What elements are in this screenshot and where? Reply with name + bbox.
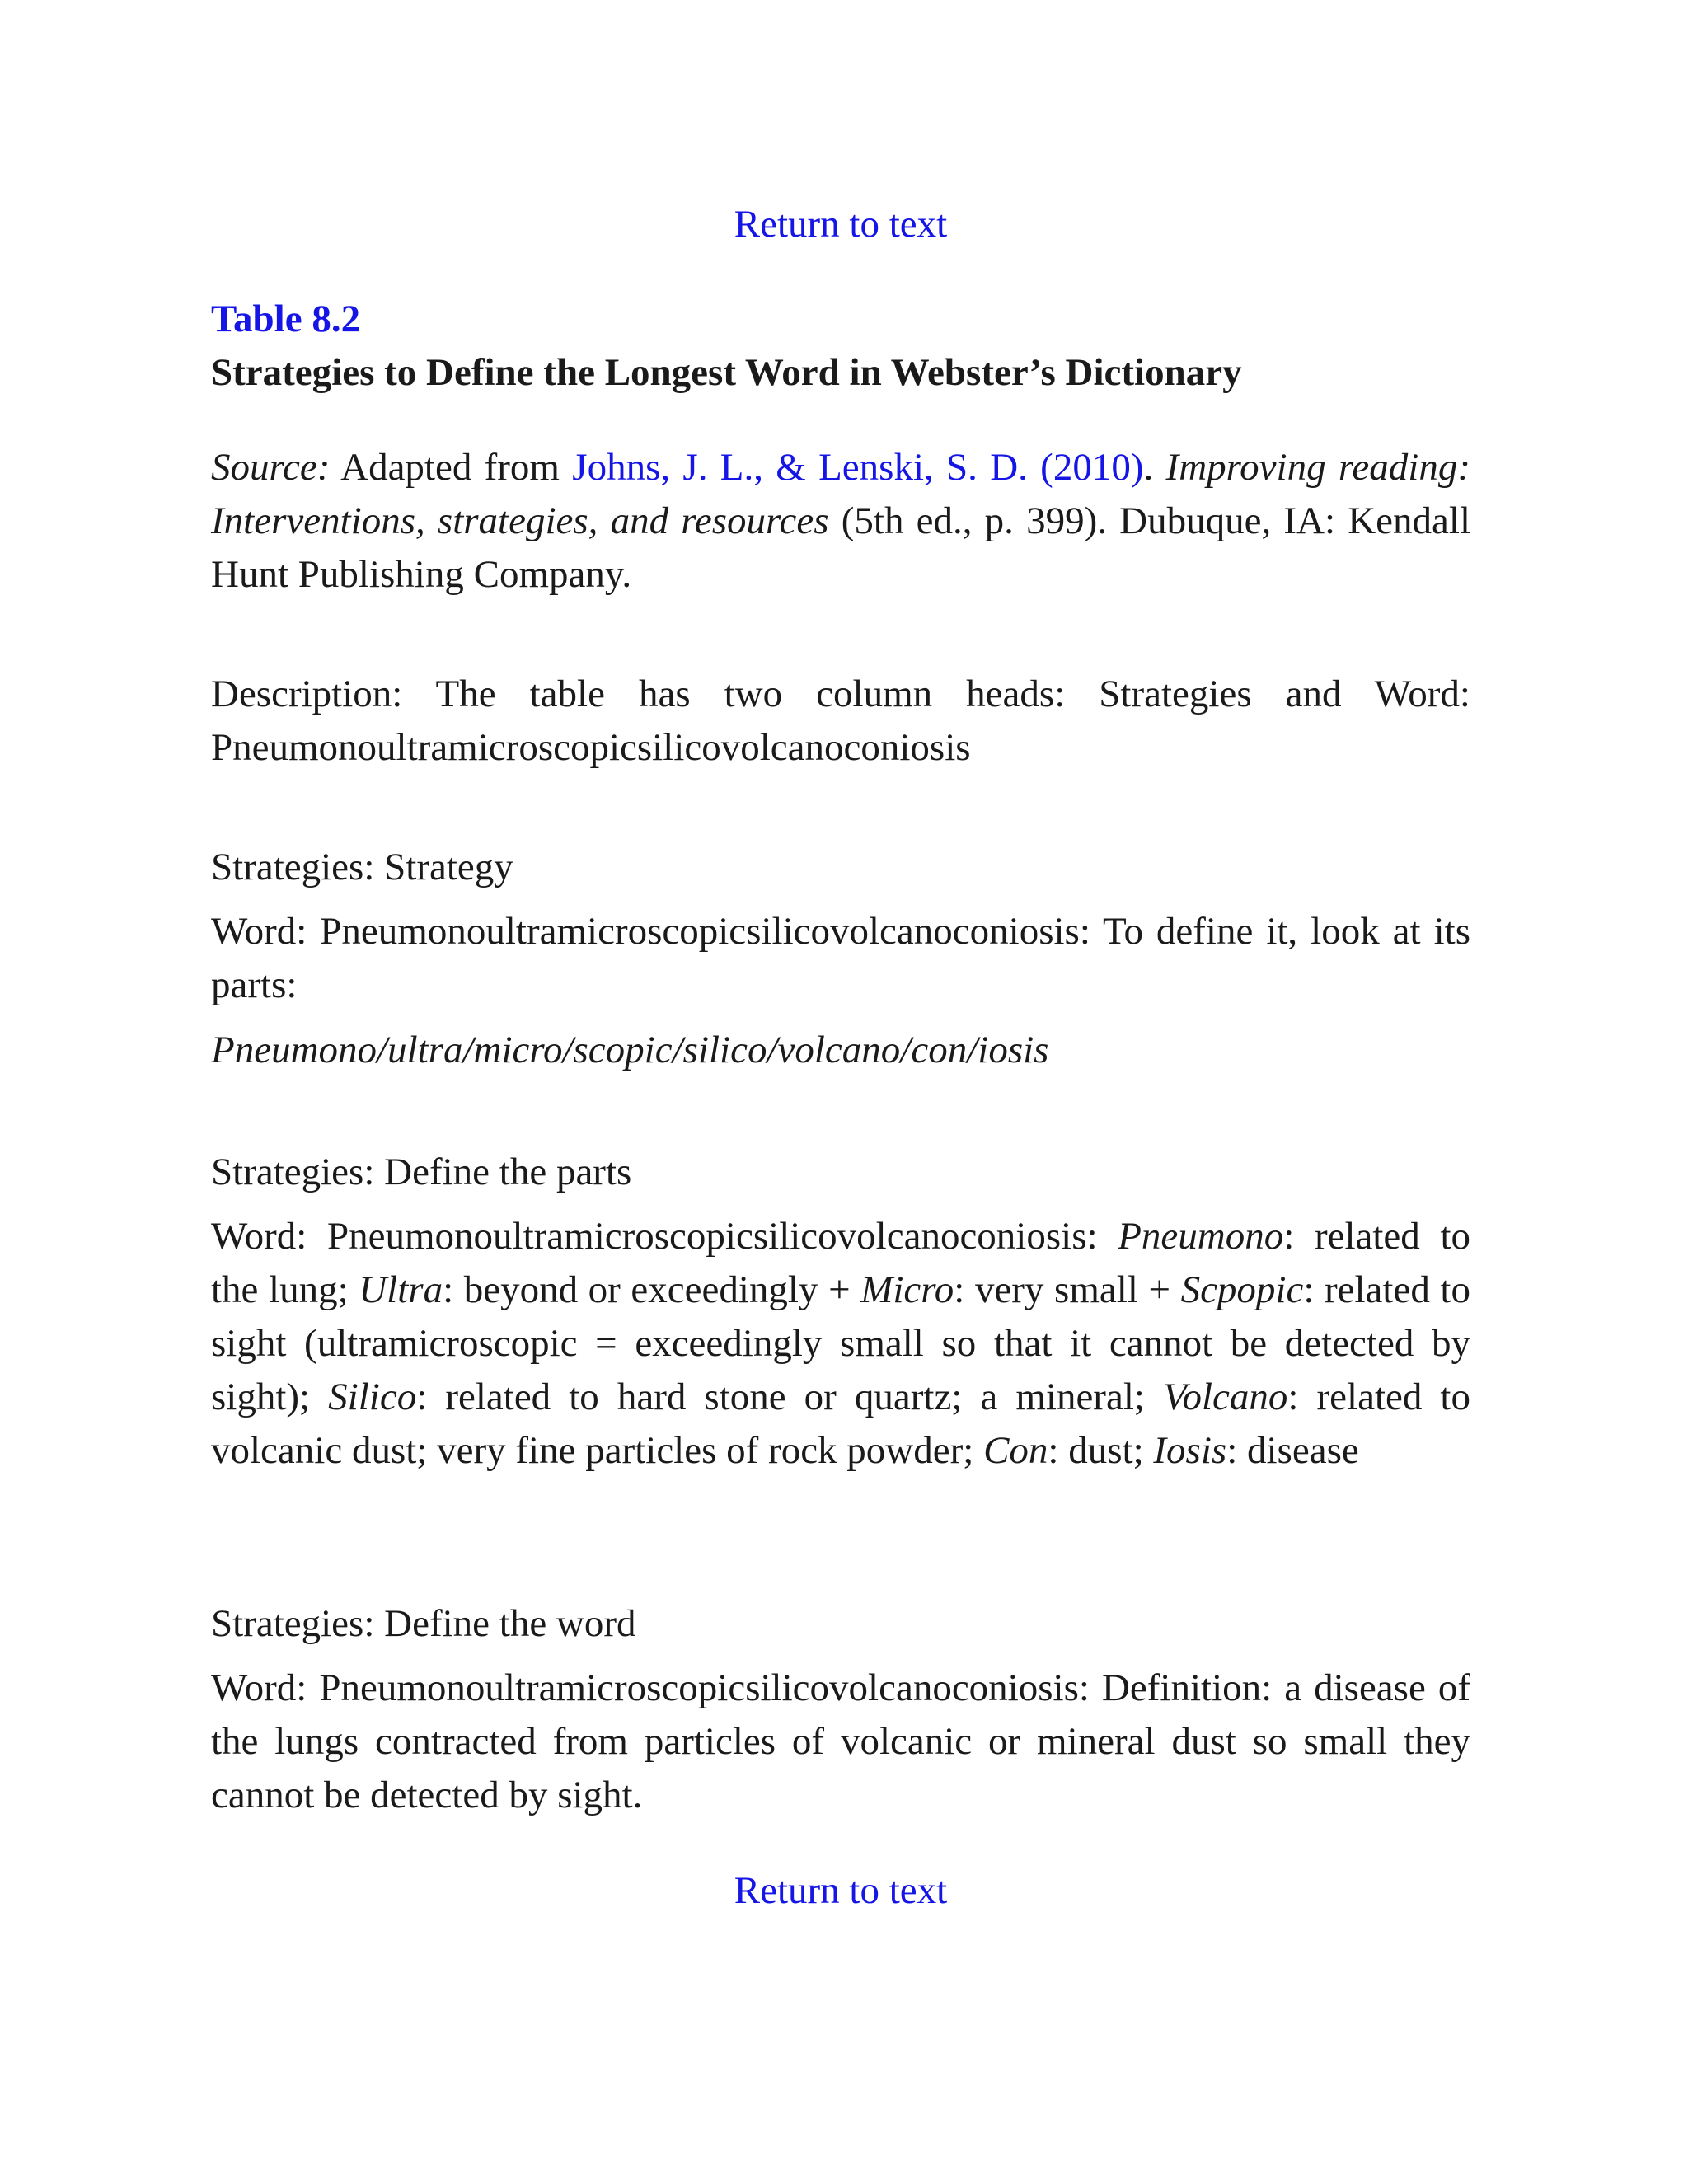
table-title: Strategies to Define the Longest Word in Webster’s Dictionary bbox=[211, 351, 1242, 394]
return-to-text-link-top[interactable]: Return to text bbox=[734, 203, 948, 246]
def-ultra: : beyond or exceedingly + bbox=[443, 1268, 861, 1311]
row-3-word: Word: Pneumonoultramicroscopicsilicovolcanoconiosis: Definition: a disease of the lungs contracted from particles of volcanic or mineral dust so small they cannot be detected by sight. bbox=[211, 1666, 1470, 1816]
term-micro: Micro bbox=[860, 1268, 954, 1311]
term-ultra: Ultra bbox=[359, 1268, 443, 1311]
def-scopic: : related to sight (ultramicroscopic = exceedingly small so that it cannot be detected by sight); bbox=[211, 1268, 1470, 1418]
def-pneumono: : related to the lung; bbox=[211, 1215, 1470, 1311]
term-con: Con bbox=[983, 1429, 1048, 1472]
def-con: : dust; bbox=[1048, 1429, 1154, 1472]
def-iosis: : disease bbox=[1226, 1429, 1359, 1472]
table-number: Table 8.2 bbox=[211, 298, 361, 340]
row-1-word: Word: Pneumonoultramicroscopicsilicovolcanoconiosis: To define it, look at its parts: bbox=[211, 910, 1470, 1006]
term-volcano: Volcano bbox=[1163, 1376, 1288, 1418]
term-pneumono: Pneumono bbox=[1118, 1215, 1284, 1258]
row-1-parts: Pneumono/ultra/micro/scopic/silico/volcano/con/iosis bbox=[211, 1029, 1049, 1071]
book-title: Improving reading: Interventions, strategies, and resources bbox=[211, 446, 1471, 542]
row-2-strategy: Strategies: Define the parts bbox=[211, 1151, 632, 1193]
return-to-text-link-bottom[interactable]: Return to text bbox=[734, 1869, 948, 1912]
row-1-strategy: Strategies: Strategy bbox=[211, 846, 513, 888]
def-micro: : very small + bbox=[954, 1268, 1181, 1311]
source-details: (5th ed., p. 399). Dubuque, IA: Kendall Hunt Publishing Company. bbox=[211, 499, 1470, 596]
def-volcano: : related to volcanic dust; very fine particles of rock powder; bbox=[211, 1376, 1470, 1472]
row-2-word bbox=[211, 1210, 1470, 1478]
row-3-strategy: Strategies: Define the word bbox=[211, 1602, 636, 1645]
row-2-word-prefix: Word: Pneumonoultramicroscopicsilicovolcanoconiosis: bbox=[211, 1215, 1118, 1258]
citation-link[interactable]: Johns, J. L., & Lenski, S. D. (2010) bbox=[572, 446, 1144, 489]
source-paragraph bbox=[211, 441, 1470, 602]
source-adapted: Adapted from bbox=[340, 446, 560, 489]
def-silico: : related to hard stone or quartz; a mineral; bbox=[416, 1376, 1163, 1418]
table-description: Description: The table has two column heads: Strategies and Word: Pneumonoultramicroscopicsilicovolcanoconiosis bbox=[211, 673, 1470, 769]
term-silico: Silico bbox=[328, 1376, 417, 1418]
term-scopic: Scpopic bbox=[1180, 1268, 1304, 1311]
source-period: . bbox=[1143, 446, 1154, 489]
source-label: Source: bbox=[211, 446, 331, 489]
term-iosis: Iosis bbox=[1153, 1429, 1227, 1472]
